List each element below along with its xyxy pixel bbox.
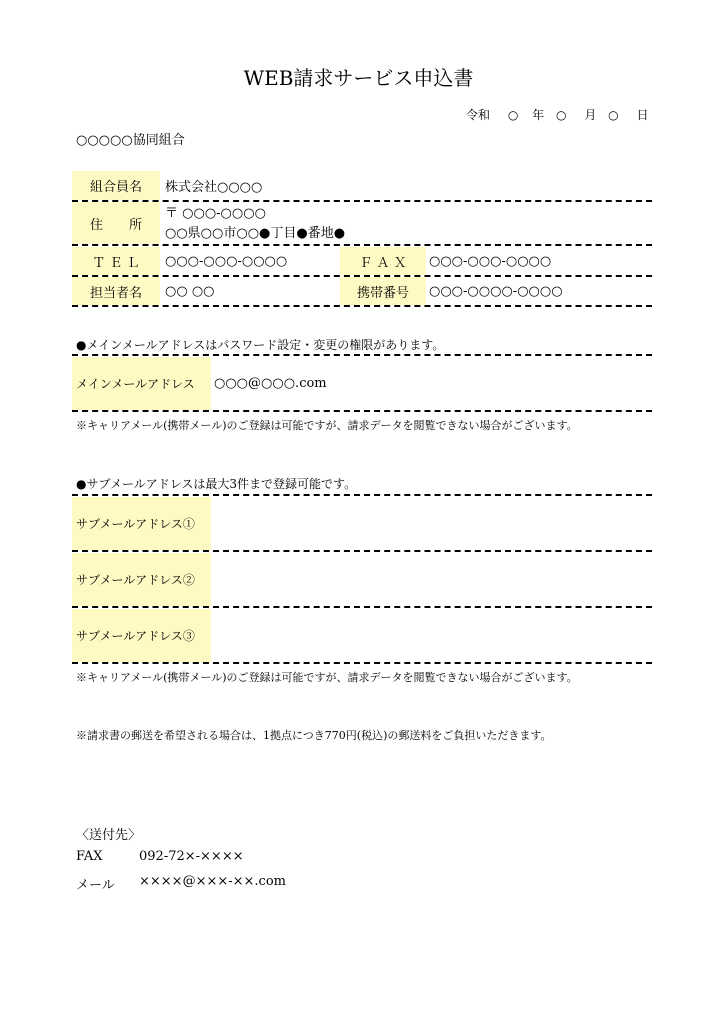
- tel-field[interactable]: ○○○-○○○-○○○○: [165, 253, 288, 269]
- contact-person-field[interactable]: ○○ ○○: [165, 283, 215, 299]
- row-divider: [72, 305, 652, 307]
- date-month-value[interactable]: ○: [556, 108, 567, 122]
- row-divider: [72, 550, 652, 552]
- document-title: WEB請求サービス申込書: [243, 66, 474, 90]
- sub-mail-3-label: サブメールアドレス③: [72, 609, 211, 662]
- sub-mail-2-label: サブメールアドレス②: [72, 553, 211, 606]
- date-month-unit: 月: [584, 108, 597, 122]
- tel-label: Ｔ Ｅ Ｌ: [72, 247, 160, 275]
- address-field[interactable]: ○○県○○市○○●丁目●番地●: [165, 225, 346, 241]
- member-name-field[interactable]: 株式会社○○○○: [165, 180, 263, 195]
- row-divider: [72, 606, 652, 608]
- date-day-unit: 日: [636, 108, 649, 122]
- sub-mail-3-field[interactable]: [214, 609, 644, 662]
- sub-mail-1-label: サブメールアドレス①: [72, 497, 211, 550]
- destination-fax-value: 092-72×-××××: [139, 849, 244, 864]
- postal-code-field[interactable]: 〒 ○○○-○○○○: [165, 205, 266, 221]
- postal-fee-note: ※請求書の郵送を希望される場合は、1拠点につき770円(税込)の郵送料をご負担いただきます。: [76, 729, 552, 742]
- contact-person-label: 担当者名: [72, 277, 160, 305]
- sub-mail-1-field[interactable]: [214, 497, 644, 550]
- row-divider: [72, 410, 652, 412]
- date-year-value[interactable]: ○: [507, 108, 519, 122]
- row-divider: [72, 244, 652, 246]
- member-name-label: 組合員名: [72, 171, 160, 200]
- date-era: 令和: [466, 108, 491, 122]
- sub-mail-heading: ●サブメールアドレスは最大3件まで登録可能です。: [76, 477, 357, 491]
- application-date: [466, 106, 648, 123]
- sub-mail-note: ※キャリアメール(携帯メール)のご登録は可能ですが、請求データを閲覧できない場合がございます。: [76, 671, 578, 684]
- destination-mail-label: メール: [76, 878, 115, 893]
- fax-field[interactable]: ○○○-○○○-○○○○: [429, 253, 552, 269]
- addressee: ○○○○○協同組合: [76, 133, 185, 148]
- destination-mail-value: ××××@×××-××.com: [139, 874, 286, 889]
- row-divider: [72, 662, 652, 664]
- date-day-value[interactable]: ○: [608, 108, 619, 122]
- date-year-unit: 年: [532, 108, 545, 122]
- main-mail-field[interactable]: ○○○@○○○.com: [214, 376, 327, 391]
- address-label: 住 所: [72, 202, 160, 244]
- main-mail-label: メインメールアドレス: [72, 357, 211, 410]
- main-mail-heading: ●メインメールアドレスはパスワード設定・変更の権限があります。: [76, 338, 445, 352]
- destination-fax-label: FAX: [76, 849, 103, 864]
- fax-label: Ｆ Ａ Ｘ: [340, 247, 426, 275]
- mobile-field[interactable]: ○○○-○○○○-○○○○: [429, 283, 563, 299]
- sub-mail-2-field[interactable]: [214, 553, 644, 606]
- row-divider: [72, 354, 652, 356]
- row-divider: [72, 494, 652, 496]
- destination-heading: 〈送付先〉: [76, 828, 142, 843]
- main-mail-note: ※キャリアメール(携帯メール)のご登録は可能ですが、請求データを閲覧できない場合がございます。: [76, 419, 578, 432]
- mobile-label: 携帯番号: [340, 277, 426, 305]
